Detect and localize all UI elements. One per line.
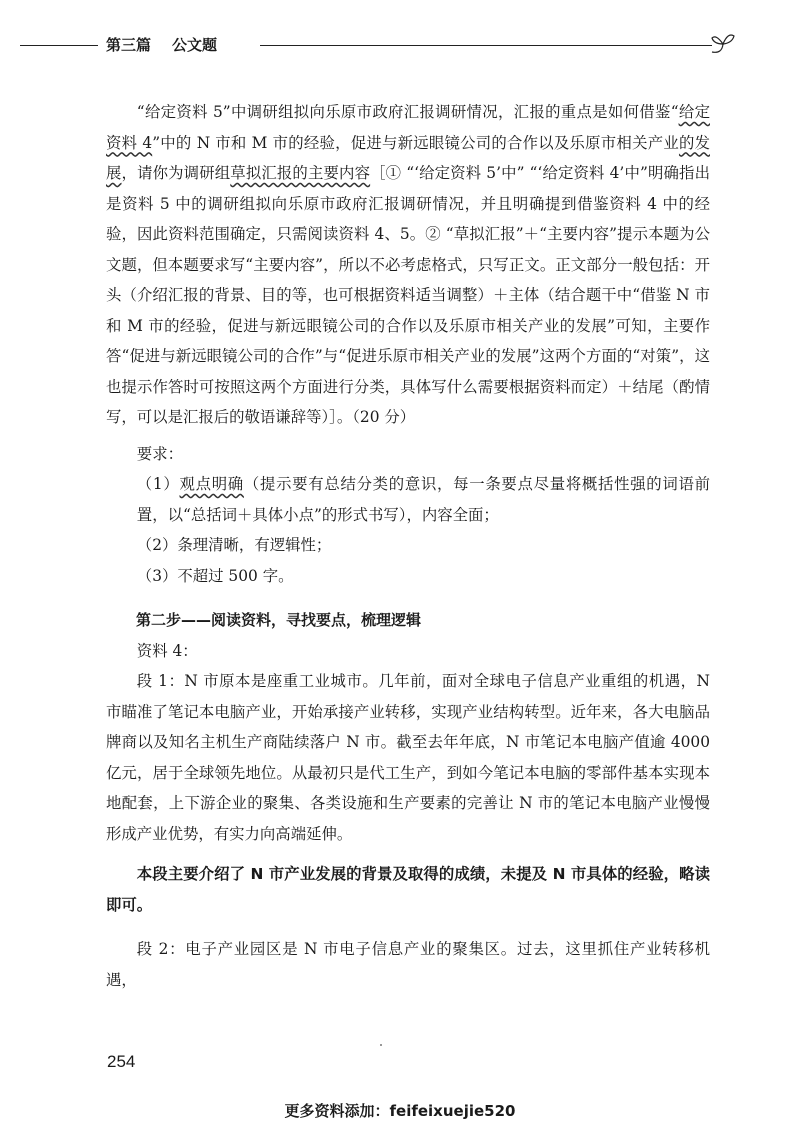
material-paragraph-1: 段 1：N 市原本是座重工业城市。几年前，面对全球电子信息产业重组的机遇，N 市瞄准了笔记本电脑产业，开始承接产业转移，实现产业结构转型。近年来，各大电脑品牌商以及知名主机生产商陆续落户 N 市。截至去年年底，N 市笔记本电脑产值逾 4000 亿元，居于全球领先地位。从最初只是代工生产，到如今笔记本电脑的零部件基本实现本地配套，上下游企业的聚集、各类设施和生产要素的完善让 N 市的笔记本电脑产业慢慢形成产业优势，有实力向高端延伸。 <box>106 672 710 843</box>
question-text-7: ［① “‘给定资料 5’中” “‘给定资料 4’中”明确指出是资料 5 中的调研组拟向乐原市政府汇报调研情况，并且明确提到借鉴资料 4 中的经验，因此资料范围确定，只需阅读资料 4、5。② “草拟汇报”＋“主要内容”提示本题为公文题，但本题要求写“主要内容”，所以不必考虑格式，只写正文。正文部分一般包括：开头（介绍汇报的背景、目的等，也可根据资料适当调整）＋主体（结合题干中“借鉴 N 市和 M 市的经验，促进与新远眼镜公司的合作以及乐原市相关产业的发展”可知，主要作答“促进与新远眼镜公司的合作”与“促进乐原市相关产业的发展”这两个方面的“对策”，这也提示作答时可按照这两个方面进行分类，具体写什么需要根据资料而定）＋结尾（酌情写，可以是汇报后的敬语谦辞等）］。（20 分） <box>106 164 710 426</box>
analysis-note: 本段主要介绍了 N 市产业发展的背景及取得的成绩，未提及 N 市具体的经验，略读即可。 <box>106 865 710 914</box>
header-part-label: 第三篇 <box>106 36 152 54</box>
footer-contact: 更多资料添加：feifeixuejie520 <box>284 1102 516 1120</box>
question-text-5: ，请你为调研组 <box>121 164 231 182</box>
requirement-1-keyword: 观点明确 <box>179 475 244 493</box>
requirement-1-text: （提示要有总结分类的意识，每一条要点尽量将概括性强的词语前置，以“总括词＋具体小点”的形式书写），内容全面； <box>136 475 710 524</box>
question-text-1: “给定资料 5”中调研组拟向乐原市政府汇报调研情况，汇报的重点是如何借鉴“ <box>136 103 679 121</box>
question-text-3: ”中的 N 市和 M 市的经验，促进与新远眼镜公司的合作以及乐原市相关产业 <box>152 133 679 152</box>
running-header <box>20 30 760 60</box>
page-body <box>106 97 710 995</box>
question-text-4: 的发展 <box>106 133 710 182</box>
header-rule-left <box>20 45 98 46</box>
question-text-2: 给定资料 4 <box>106 103 710 152</box>
material-label: 资料 4： <box>136 641 198 660</box>
requirement-item-1 <box>106 469 710 530</box>
question-paragraph <box>106 97 710 433</box>
question-text-6: 草拟汇报的主要内容 <box>230 164 371 182</box>
requirements-label: 要求： <box>136 444 183 463</box>
material-paragraph-2: 段 2：电子产业园区是 N 市电子信息产业的聚集区。过去，这里抓住产业转移机遇， <box>106 940 710 989</box>
requirement-item-2: （2）条理清晰，有逻辑性； <box>136 536 332 554</box>
page-number: 254 <box>107 1052 136 1071</box>
step-heading: 第二步——阅读资料，寻找要点，梳理逻辑 <box>136 611 422 629</box>
requirement-item-3: （3）不超过 500 字。 <box>136 566 294 585</box>
header-rule-right <box>260 45 712 46</box>
requirement-1-prefix: （1） <box>136 475 180 493</box>
sprout-icon <box>710 30 736 58</box>
header-section-title: 公文题 <box>172 36 218 54</box>
scan-dot <box>380 1044 382 1046</box>
